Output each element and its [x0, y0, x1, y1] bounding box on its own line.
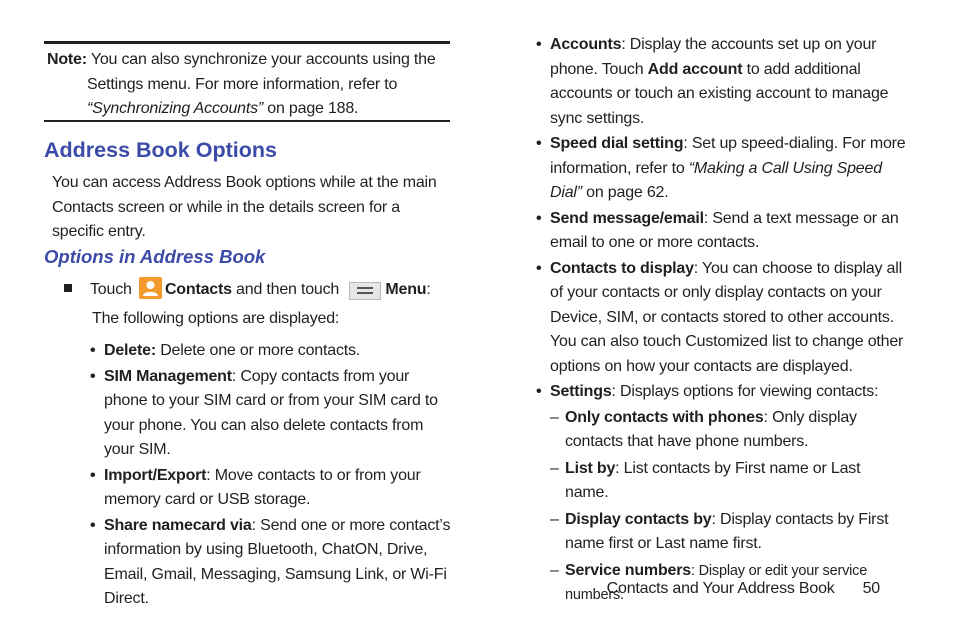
contacts-app-icon[interactable]	[139, 277, 162, 299]
note-reference: “Synchronizing Accounts”	[87, 100, 264, 117]
intro-paragraph: You can access Address Book options while at the main Contacts screen or while in the details screen for a specific entry.	[52, 174, 437, 240]
square-bullet-icon	[64, 284, 72, 292]
list-item-contacts-to-display: • Contacts to display: You can choose to display all of your contacts or only display contacts on your Device, SIM, or contacts stored to other accounts. You can also touch Customized list to change other options on how your contacts are displayed.	[536, 259, 904, 375]
following-options-text: The following options are displayed:	[92, 310, 340, 327]
sub-item-only-contacts-with-phones: – Only contacts with phones: Only display contacts that have phone numbers.	[550, 408, 857, 450]
list-item-share-namecard: • Share namecard via: Send one or more contact’s information by using Bluetooth, ChatON, Drive, Email, Gmail, Messaging, Samsung Link, or Wi-Fi Direct.	[90, 516, 451, 607]
list-item-settings: • Settings: Displays options for viewing contacts: – Only contacts with phones: Only display contacts that have phone numbers. – List by: List contacts by First name or Last name. – Display contacts by: Display contacts by First name first or Last name first. – Service numbers: Display or edit your service numbers.	[536, 380, 906, 608]
touch-step: Touch Contacts and then touch Menu:	[64, 277, 464, 303]
note-bottom-rule	[44, 120, 450, 122]
right-options-list	[536, 33, 906, 610]
list-item-sim-management: • SIM Management: Copy contacts from your phone to your SIM card or from your SIM card to your phone. You can also delete contacts from your SIM.	[90, 367, 438, 458]
sub-item-display-contacts-by: – Display contacts by: Display contacts by First name first or Last name first.	[550, 510, 889, 552]
sub-item-service-numbers: – Service numbers: Display or edit your service numbers.	[550, 561, 868, 603]
list-item-delete: • Delete: Delete one or more contacts.	[90, 342, 361, 359]
left-options-list	[90, 339, 452, 613]
list-item-accounts: • Accounts: Display the accounts set up on your phone. Touch Add account to add additional accounts or touch an existing account to manage sync settings.	[536, 36, 889, 127]
note-label: Note:	[47, 51, 87, 68]
note-box	[47, 48, 447, 122]
page-heading: Address Book Options	[44, 138, 277, 162]
contacts-label: Contacts	[164, 281, 232, 298]
menu-key-icon[interactable]	[349, 282, 381, 300]
list-item-speed-dial: • Speed dial setting: Set up speed-dialing. For more information, refer to “Making a Call Using Speed Dial” on page 62.	[536, 135, 906, 201]
speed-dial-reference: “Making a Call Using Speed Dial”	[550, 159, 882, 201]
note-text: Note: You can also synchronize your accounts using the Settings menu. For more information, refer to “Synchronizing Accounts” on page 188.	[47, 51, 436, 117]
list-item-send-message: • Send message/email: Send a text message or an email to one or more contacts.	[536, 209, 899, 251]
footer-section-title: Contacts and Your Address Book	[606, 580, 835, 597]
page-number: 50	[862, 580, 880, 597]
note-top-rule	[44, 41, 450, 44]
menu-label: Menu	[385, 281, 427, 298]
page-footer	[560, 577, 880, 602]
section-subheading: Options in Address Book	[44, 246, 266, 267]
sub-item-list-by: – List by: List contacts by First name or Last name.	[550, 459, 861, 501]
list-item-import-export: • Import/Export: Move contacts to or from your memory card or USB storage.	[90, 466, 421, 508]
